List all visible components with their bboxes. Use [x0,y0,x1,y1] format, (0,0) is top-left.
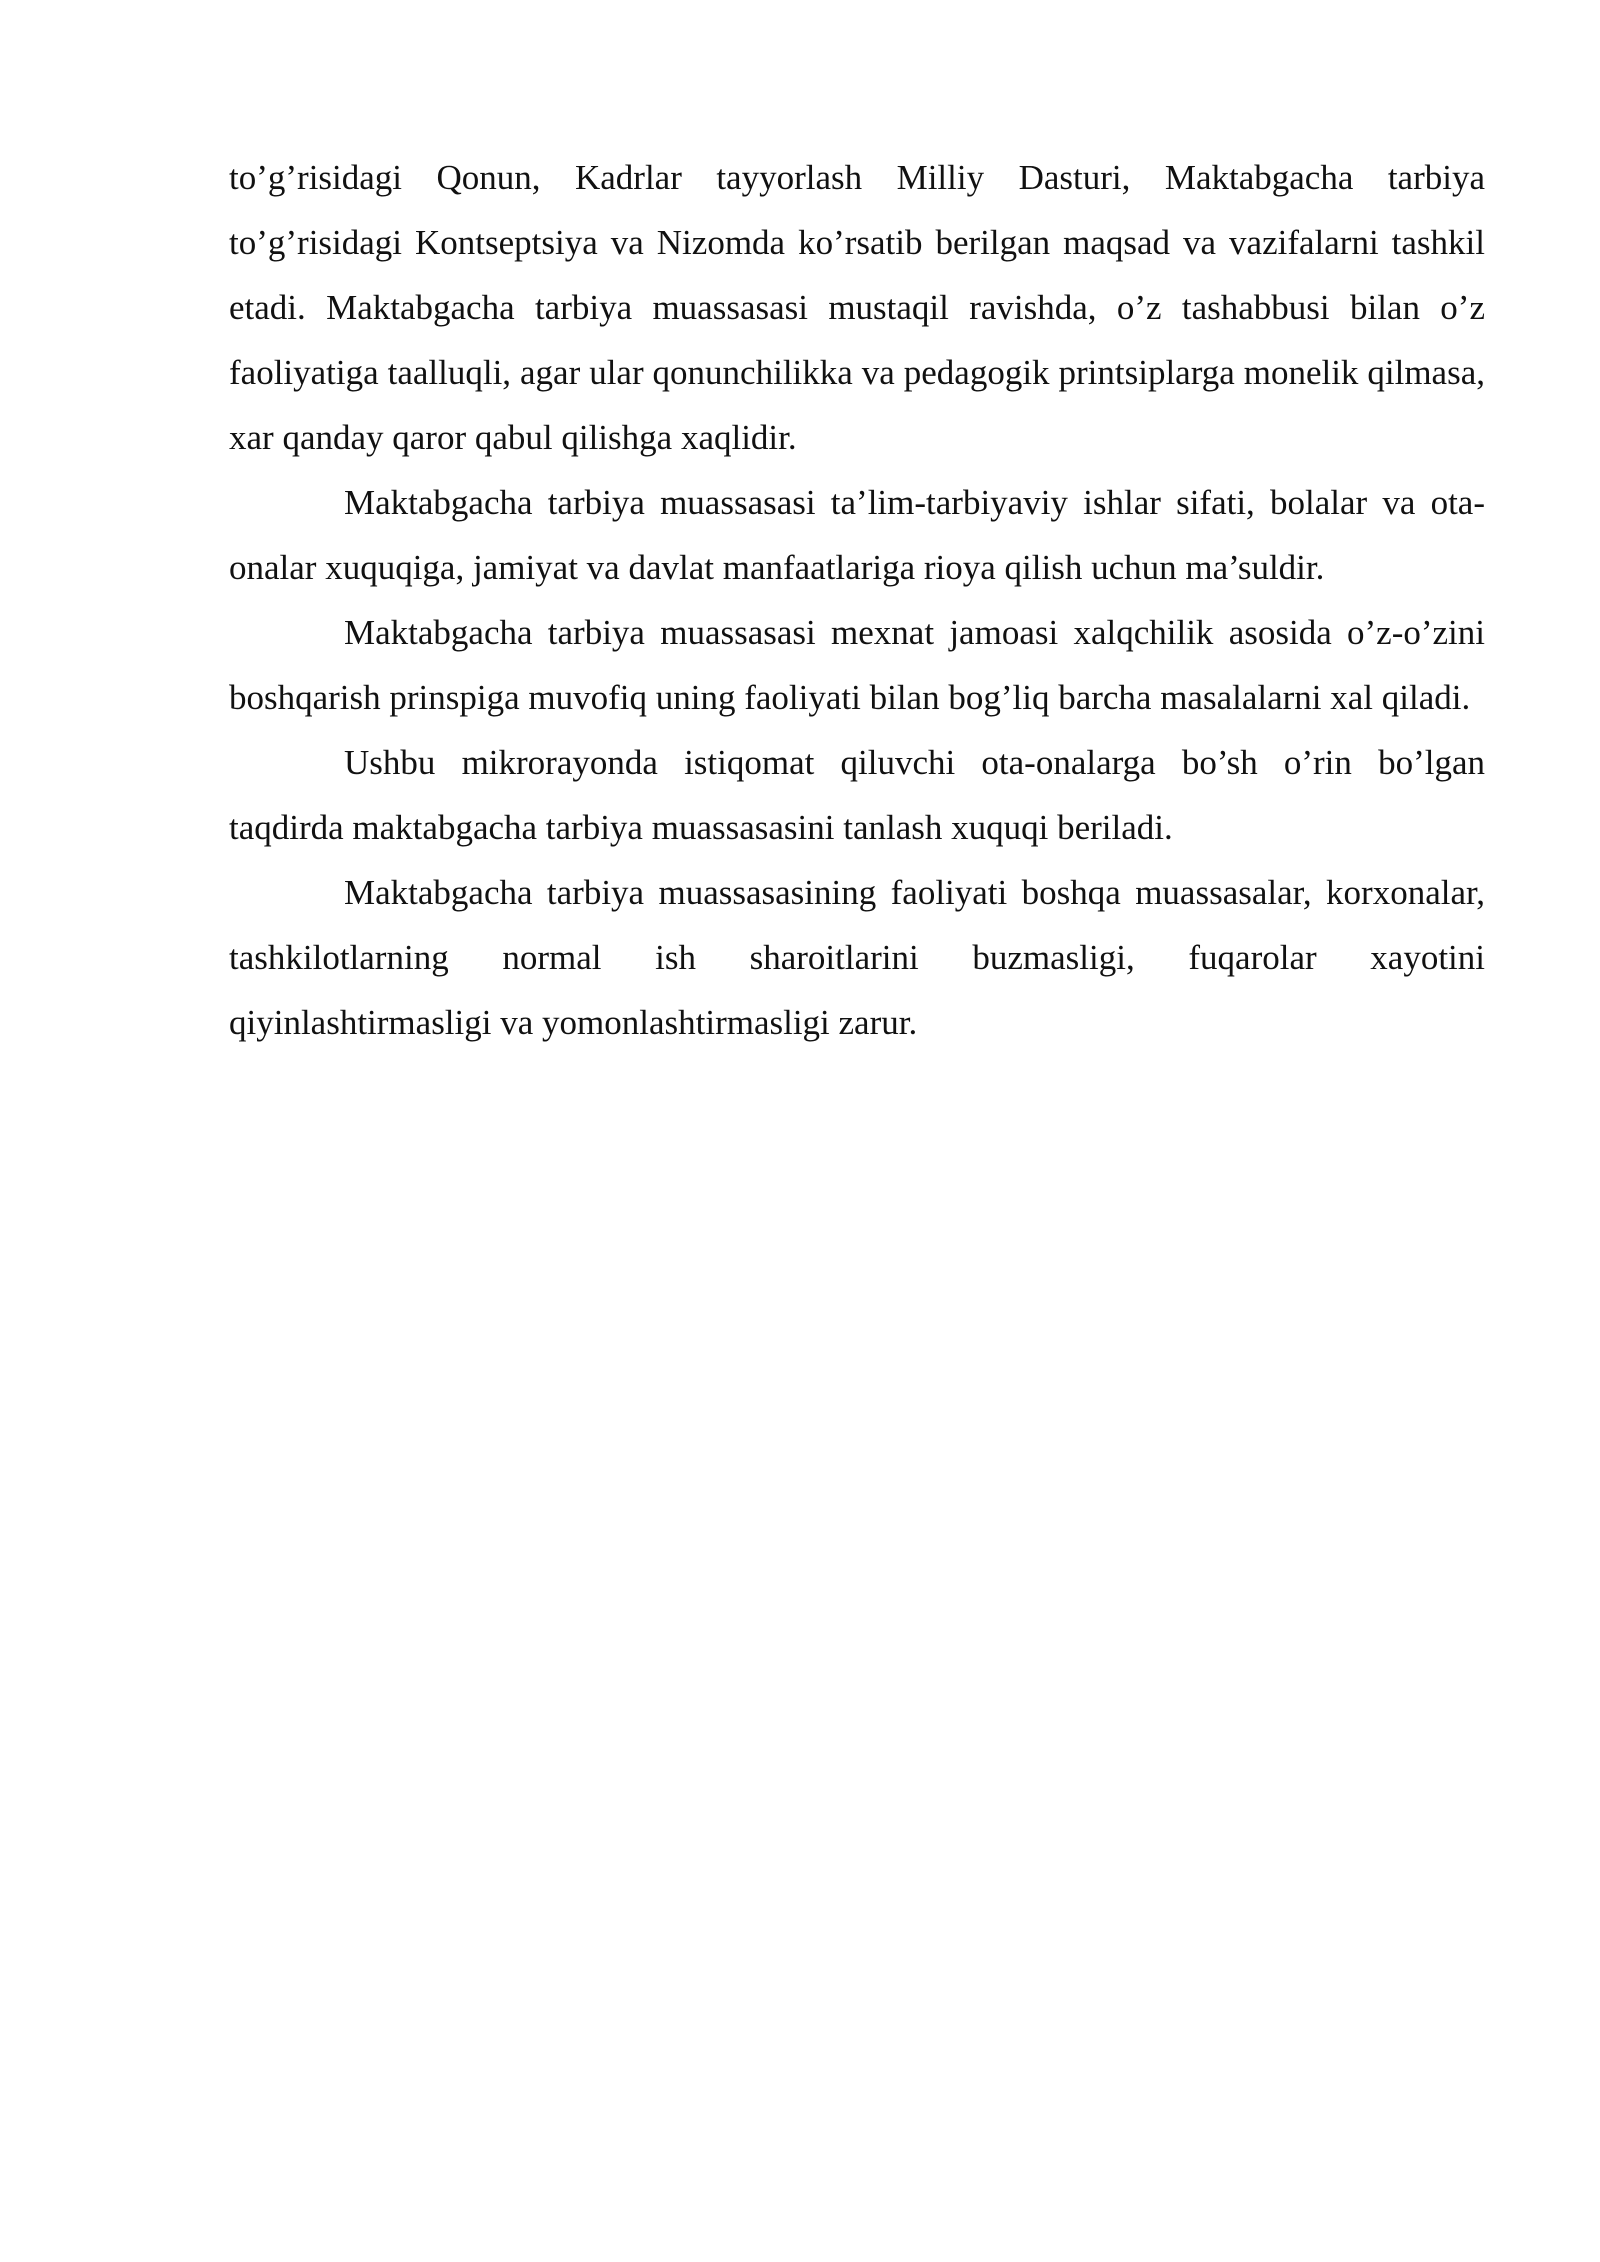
document-body [229,145,1485,1055]
paragraph-self-governance: Maktabgacha tarbiya muassasasi mexnat jamoasi xalqchilik asosida o’z-o’zini boshqarish prinspiga muvofiq uning faoliyati bilan bog’liq barcha masalalarni xal qiladi. [229,613,1485,717]
paragraph-responsibility: Maktabgacha tarbiya muassasasi ta’lim-tarbiyaviy ishlar sifati, bolalar va ota-onalar xuquqiga, jamiyat va davlat manfaatlariga rioya qilish uchun ma’suldir. [229,483,1485,587]
paragraph-continuation: to’g’risidagi Qonun, Kadrlar tayyorlash Milliy Dasturi, Maktabgacha tarbiya to’g’risidagi Kontseptsiya va Nizomda ko’rsatib berilgan maqsad va vazifalarni tashkil etadi. Maktabgacha tarbiya muassasasi mustaqil ravishda, o’z tashabbusi bilan o’z faoliyatiga taalluqli, agar ular qonunchilikka va pedagogik printsiplarga monelik qilmasa, xar qanday qaror qabul qilishga xaqlidir. [229,158,1485,457]
paragraph-activity-requirements: Maktabgacha tarbiya muassasasining faoliyati boshqa muassasalar, korxonalar, tashkilotlarning normal ish sharoitlarini buzmasligi, fuqarolar xayotini qiyinlashtirmasligi va yomonlashtirmasligi zarur. [229,873,1485,1042]
paragraph-parent-choice: Ushbu mikrorayonda istiqomat qiluvchi ota-onalarga bo’sh o’rin bo’lgan taqdirda maktabgacha tarbiya muassasasini tanlash xuquqi beriladi. [229,743,1485,847]
